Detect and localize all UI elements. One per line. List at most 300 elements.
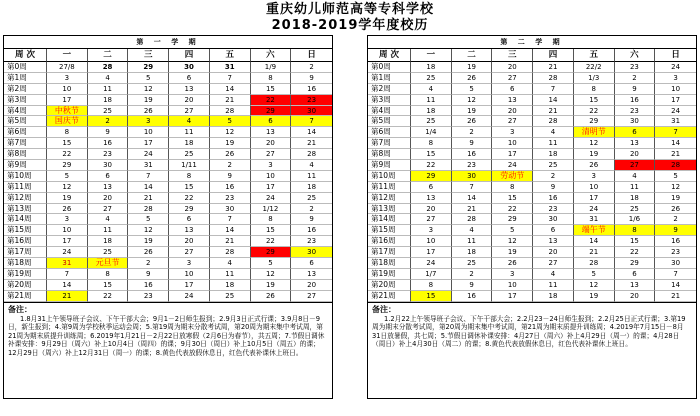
day-cell: 24 — [655, 62, 696, 73]
day-cell: 30 — [210, 204, 251, 215]
day-cell: 23 — [655, 247, 696, 258]
week-label: 第1周 — [4, 73, 47, 84]
day-cell: 23 — [88, 149, 129, 160]
day-cell: 27 — [411, 214, 452, 225]
day-cell: 8 — [492, 182, 533, 193]
day-cell: 21 — [210, 95, 251, 106]
week-column-header: 周 次 — [368, 49, 411, 62]
day-cell: 8 — [615, 225, 656, 236]
day-cell: 28 — [655, 160, 696, 171]
day-cell: 8 — [169, 171, 210, 182]
day-cell: 4 — [210, 258, 251, 269]
day-cell: 9 — [452, 138, 493, 149]
day-cell: 4 — [88, 214, 129, 225]
day-cell: 12 — [655, 182, 696, 193]
weekday-header: 二 — [88, 49, 129, 62]
day-cell: 13 — [251, 127, 292, 138]
day-cell: 29 — [251, 106, 292, 117]
day-cell: 5 — [128, 73, 169, 84]
day-cell: 16 — [533, 193, 574, 204]
day-cell: 25 — [411, 73, 452, 84]
day-cell: 21 — [655, 291, 696, 302]
day-cell: 8 — [251, 214, 292, 225]
notes-title: 备注： — [372, 304, 396, 314]
day-cell: 23 — [533, 204, 574, 215]
day-cell: 29 — [615, 258, 656, 269]
day-cell: 11 — [88, 225, 129, 236]
day-cell: 25 — [615, 204, 656, 215]
day-cell: 8 — [411, 138, 452, 149]
day-cell: 26 — [655, 204, 696, 215]
day-cell: 23 — [615, 62, 656, 73]
weekday-header: 日 — [655, 49, 696, 62]
week-label: 第14周 — [368, 214, 411, 225]
day-cell: 20 — [88, 193, 129, 204]
day-cell: 21 — [452, 204, 493, 215]
day-cell: 30 — [533, 214, 574, 225]
day-cell: 2 — [533, 171, 574, 182]
week-label: 第6周 — [368, 127, 411, 138]
day-cell: 9 — [452, 280, 493, 291]
week-label: 第11周 — [4, 182, 47, 193]
day-cell: 26 — [452, 73, 493, 84]
day-cell: 26 — [128, 106, 169, 117]
day-cell: 1/3 — [574, 73, 615, 84]
day-cell: 7 — [47, 269, 88, 280]
day-cell: 9 — [210, 171, 251, 182]
day-cell: 9 — [615, 84, 656, 95]
day-cell: 9 — [291, 73, 332, 84]
day-cell: 14 — [210, 84, 251, 95]
day-cell: 18 — [615, 193, 656, 204]
semester-2-grid — [368, 49, 696, 302]
day-cell: 31 — [128, 160, 169, 171]
day-cell: 24 — [492, 160, 533, 171]
week-label: 第18周 — [368, 258, 411, 269]
day-cell: 29 — [251, 247, 292, 258]
week-label: 第1周 — [368, 73, 411, 84]
day-cell: 29 — [411, 171, 452, 182]
week-label: 第7周 — [368, 138, 411, 149]
day-cell: 25 — [210, 291, 251, 302]
week-label: 第6周 — [4, 127, 47, 138]
day-cell: 6 — [533, 225, 574, 236]
week-label: 第14周 — [4, 214, 47, 225]
notes-text: 1.2月22上午领导班子会议、下午干部大会；2.2月23－24日师生报到；2.2月25日正式行课；3.第19周为期末分散考试周，第20周为期末集中考试周，第21周为期末质提升训练周；4.2019年7月15日－8月31日放暑假，共七周；5.节假日调休补课安排：4月27日（周六）补上4月29日（周一）的课；4月28日（周日）补上4月30日（周二）的课；8.黄色代表放假休息日，红色代表补课休上班日。 — [372, 314, 686, 349]
day-cell: 3 — [128, 116, 169, 127]
day-cell: 31 — [47, 258, 88, 269]
day-cell: 17 — [655, 95, 696, 106]
week-label: 第8周 — [4, 149, 47, 160]
day-cell: 27 — [533, 258, 574, 269]
calendar-title: 2018-2019学年度校历 — [271, 18, 429, 33]
day-cell: 22 — [251, 236, 292, 247]
day-cell: 19 — [47, 193, 88, 204]
day-cell: 3 — [47, 214, 88, 225]
day-cell: 19 — [574, 291, 615, 302]
day-cell: 31 — [210, 62, 251, 73]
day-cell: 17 — [251, 182, 292, 193]
day-cell: 9 — [88, 127, 129, 138]
day-cell: 16 — [210, 182, 251, 193]
week-label: 第8周 — [368, 149, 411, 160]
day-cell: 22 — [88, 291, 129, 302]
day-cell: 30 — [615, 116, 656, 127]
day-cell: 7 — [655, 269, 696, 280]
week-label: 第15周 — [4, 225, 47, 236]
day-cell: 17 — [47, 95, 88, 106]
day-cell: 18 — [88, 95, 129, 106]
day-cell: 28 — [533, 73, 574, 84]
day-cell: 23 — [128, 291, 169, 302]
day-cell: 15 — [88, 280, 129, 291]
day-cell: 5 — [47, 171, 88, 182]
day-cell: 2 — [210, 160, 251, 171]
week-label: 第16周 — [4, 236, 47, 247]
day-cell: 11 — [291, 171, 332, 182]
day-cell: 15 — [251, 84, 292, 95]
day-cell: 14 — [655, 280, 696, 291]
week-label: 第0周 — [4, 62, 47, 73]
day-cell: 15 — [615, 236, 656, 247]
day-cell: 18 — [411, 106, 452, 117]
day-cell: 6 — [291, 258, 332, 269]
day-cell: 9 — [655, 225, 696, 236]
day-cell: 18 — [210, 280, 251, 291]
week-label: 第2周 — [4, 84, 47, 95]
day-cell: 2 — [452, 269, 493, 280]
day-cell: 24 — [251, 193, 292, 204]
day-cell: 2 — [291, 204, 332, 215]
day-cell: 5 — [574, 269, 615, 280]
day-cell: 20 — [169, 236, 210, 247]
day-cell: 27 — [169, 106, 210, 117]
day-cell: 18 — [169, 138, 210, 149]
day-cell: 3 — [655, 73, 696, 84]
day-cell: 14 — [47, 280, 88, 291]
week-label: 第2周 — [368, 84, 411, 95]
day-cell: 20 — [533, 247, 574, 258]
day-cell: 11 — [210, 269, 251, 280]
day-cell: 4 — [291, 160, 332, 171]
day-cell: 18 — [533, 149, 574, 160]
day-cell: 7 — [128, 171, 169, 182]
day-cell: 24 — [47, 247, 88, 258]
day-cell: 19 — [210, 138, 251, 149]
weekday-header: 五 — [574, 49, 615, 62]
day-cell: 19 — [452, 62, 493, 73]
day-cell: 21 — [210, 236, 251, 247]
day-cell: 12 — [452, 95, 493, 106]
day-cell: 13 — [533, 236, 574, 247]
week-label: 第19周 — [368, 269, 411, 280]
day-cell: 16 — [452, 149, 493, 160]
day-cell: 3 — [492, 127, 533, 138]
day-cell: 2 — [128, 258, 169, 269]
day-cell: 1/7 — [411, 269, 452, 280]
day-cell: 8 — [88, 269, 129, 280]
day-cell: 31 — [655, 116, 696, 127]
day-cell: 24 — [574, 204, 615, 215]
day-cell: 30 — [291, 106, 332, 117]
day-cell: 6 — [88, 171, 129, 182]
day-cell: 7 — [533, 84, 574, 95]
week-label: 第5周 — [368, 116, 411, 127]
week-label: 第20周 — [368, 280, 411, 291]
day-cell: 2 — [452, 127, 493, 138]
day-cell: 11 — [88, 84, 129, 95]
day-cell: 26 — [452, 116, 493, 127]
day-cell: 6 — [169, 73, 210, 84]
weekday-header: 四 — [169, 49, 210, 62]
day-cell: 10 — [128, 127, 169, 138]
day-cell: 5 — [251, 258, 292, 269]
day-cell: 6 — [615, 269, 656, 280]
day-cell: 22/2 — [574, 62, 615, 73]
week-label: 第5周 — [4, 116, 47, 127]
day-cell: 15 — [411, 291, 452, 302]
day-cell: 5 — [452, 84, 493, 95]
day-cell: 3 — [574, 171, 615, 182]
day-cell: 30 — [291, 247, 332, 258]
day-cell: 8 — [574, 84, 615, 95]
day-cell: 11 — [411, 95, 452, 106]
day-cell: 10 — [655, 84, 696, 95]
day-cell: 22 — [47, 149, 88, 160]
day-cell: 10 — [169, 269, 210, 280]
day-cell: 14 — [655, 138, 696, 149]
day-cell: 17 — [411, 247, 452, 258]
day-cell: 16 — [452, 291, 493, 302]
day-cell: 22 — [615, 247, 656, 258]
day-cell: 28 — [452, 214, 493, 225]
day-cell: 3 — [492, 269, 533, 280]
day-cell: 10 — [492, 138, 533, 149]
day-cell: 6 — [411, 182, 452, 193]
day-cell: 27 — [169, 247, 210, 258]
day-cell: 28 — [210, 106, 251, 117]
semester-1-calendar — [3, 35, 333, 399]
day-cell: 27/8 — [47, 62, 88, 73]
week-label: 第10周 — [368, 171, 411, 182]
day-cell: 22 — [251, 95, 292, 106]
day-cell: 30 — [88, 160, 129, 171]
day-cell: 19 — [574, 149, 615, 160]
day-cell: 6 — [169, 214, 210, 225]
week-label: 第12周 — [368, 193, 411, 204]
day-cell: 10 — [47, 84, 88, 95]
day-cell: 15 — [411, 149, 452, 160]
day-cell: 6 — [492, 84, 533, 95]
day-cell: 19 — [452, 106, 493, 117]
day-cell: 2 — [615, 73, 656, 84]
day-cell: 13 — [291, 269, 332, 280]
day-cell: 21 — [47, 291, 88, 302]
day-cell: 26 — [492, 258, 533, 269]
day-cell: 26 — [128, 247, 169, 258]
week-label: 第12周 — [4, 193, 47, 204]
weekday-header: 三 — [128, 49, 169, 62]
day-cell: 5 — [655, 171, 696, 182]
day-cell: 13 — [615, 138, 656, 149]
day-cell: 26 — [574, 160, 615, 171]
day-cell: 14 — [128, 182, 169, 193]
day-cell: 12 — [492, 236, 533, 247]
day-cell: 8 — [411, 280, 452, 291]
day-cell: 29 — [128, 62, 169, 73]
day-cell: 13 — [169, 84, 210, 95]
day-cell: 清明节 — [574, 127, 615, 138]
day-cell: 18 — [533, 291, 574, 302]
week-label: 第13周 — [368, 204, 411, 215]
day-cell: 21 — [533, 62, 574, 73]
day-cell: 16 — [655, 236, 696, 247]
day-cell: 23 — [452, 160, 493, 171]
weekday-header: 日 — [291, 49, 332, 62]
day-cell: 23 — [615, 106, 656, 117]
week-label: 第9周 — [4, 160, 47, 171]
semester-2-notes — [368, 302, 696, 398]
day-cell: 11 — [615, 182, 656, 193]
day-cell: 28 — [533, 116, 574, 127]
week-label: 第11周 — [368, 182, 411, 193]
day-cell: 14 — [291, 127, 332, 138]
day-cell: 30 — [655, 258, 696, 269]
day-cell: 国庆节 — [47, 116, 88, 127]
day-cell: 20 — [291, 280, 332, 291]
day-cell: 16 — [615, 95, 656, 106]
day-cell: 25 — [88, 106, 129, 117]
notes-title: 备注： — [8, 304, 32, 314]
day-cell: 端午节 — [574, 225, 615, 236]
day-cell: 15 — [251, 225, 292, 236]
day-cell: 17 — [128, 138, 169, 149]
day-cell: 7 — [452, 182, 493, 193]
day-cell: 21 — [128, 193, 169, 204]
day-cell: 24 — [411, 258, 452, 269]
day-cell: 27 — [615, 160, 656, 171]
week-column-header: 周 次 — [4, 49, 47, 62]
day-cell: 30 — [169, 62, 210, 73]
day-cell: 19 — [128, 95, 169, 106]
week-label: 第4周 — [368, 106, 411, 117]
week-label: 第21周 — [4, 291, 47, 302]
day-cell: 18 — [291, 182, 332, 193]
day-cell: 12 — [128, 84, 169, 95]
day-cell: 28 — [210, 247, 251, 258]
day-cell: 19 — [128, 236, 169, 247]
day-cell: 21 — [533, 106, 574, 117]
day-cell: 8 — [47, 127, 88, 138]
day-cell: 17 — [574, 193, 615, 204]
day-cell: 11 — [452, 236, 493, 247]
day-cell: 19 — [251, 280, 292, 291]
day-cell: 14 — [210, 225, 251, 236]
day-cell: 7 — [291, 116, 332, 127]
day-cell: 20 — [492, 106, 533, 117]
day-cell: 15 — [574, 95, 615, 106]
day-cell: 16 — [291, 225, 332, 236]
day-cell: 3 — [47, 73, 88, 84]
day-cell: 22 — [411, 160, 452, 171]
day-cell: 14 — [533, 95, 574, 106]
day-cell: 23 — [291, 236, 332, 247]
day-cell: 10 — [574, 182, 615, 193]
day-cell: 28 — [88, 62, 129, 73]
day-cell: 24 — [128, 149, 169, 160]
day-cell: 5 — [210, 116, 251, 127]
day-cell: 20 — [411, 204, 452, 215]
day-cell: 4 — [533, 127, 574, 138]
day-cell: 21 — [655, 149, 696, 160]
day-cell: 27 — [492, 73, 533, 84]
day-cell: 23 — [291, 95, 332, 106]
day-cell: 25 — [533, 160, 574, 171]
day-cell: 30 — [452, 171, 493, 182]
day-cell: 7 — [655, 127, 696, 138]
day-cell: 21 — [291, 138, 332, 149]
week-label: 第10周 — [4, 171, 47, 182]
week-label: 第4周 — [4, 106, 47, 117]
semester-2-calendar — [367, 35, 697, 399]
day-cell: 24 — [655, 106, 696, 117]
day-cell: 28 — [128, 204, 169, 215]
day-cell: 27 — [251, 149, 292, 160]
day-cell: 元旦节 — [88, 258, 129, 269]
day-cell: 5 — [492, 225, 533, 236]
day-cell: 7 — [210, 73, 251, 84]
day-cell: 3 — [169, 258, 210, 269]
week-label: 第19周 — [4, 269, 47, 280]
day-cell: 6 — [251, 116, 292, 127]
day-cell: 18 — [88, 236, 129, 247]
day-cell: 18 — [411, 62, 452, 73]
day-cell: 5 — [128, 214, 169, 225]
day-cell: 12 — [574, 280, 615, 291]
day-cell: 3 — [411, 225, 452, 236]
day-cell: 31 — [574, 214, 615, 225]
day-cell: 11 — [533, 138, 574, 149]
day-cell: 13 — [169, 225, 210, 236]
day-cell: 25 — [452, 258, 493, 269]
day-cell: 19 — [655, 193, 696, 204]
week-label: 第0周 — [368, 62, 411, 73]
day-cell: 1/6 — [615, 214, 656, 225]
day-cell: 4 — [88, 73, 129, 84]
week-label: 第13周 — [4, 204, 47, 215]
week-label: 第15周 — [368, 225, 411, 236]
weekday-header: 一 — [47, 49, 88, 62]
day-cell: 27 — [88, 204, 129, 215]
day-cell: 18 — [452, 247, 493, 258]
day-cell: 4 — [615, 171, 656, 182]
day-cell: 9 — [533, 182, 574, 193]
day-cell: 12 — [251, 269, 292, 280]
day-cell: 14 — [452, 193, 493, 204]
semester-1-label: 第 一 学 期 — [4, 36, 332, 49]
day-cell: 10 — [492, 280, 533, 291]
day-cell: 12 — [47, 182, 88, 193]
day-cell: 11 — [169, 127, 210, 138]
week-label: 第3周 — [368, 95, 411, 106]
day-cell: 9 — [128, 269, 169, 280]
day-cell: 16 — [291, 84, 332, 95]
day-cell: 1/4 — [411, 127, 452, 138]
day-cell: 13 — [615, 280, 656, 291]
notes-text: 1.8月31上午领导班子会议、下午干部大会；9月1－2日师生报到；2.9月3日正式行课；3.9月8日－9日，新生报到；4.第9周为学校秋季运动会周；5.第19周为期末分散考试周，第20周为期末集中考试周，第21周为期末质提升训练周；6.2019年1月21日－2月22日放寒假（2月6日为春节），共五周；7.节假日调休补课安排：9月29日（周六）补上10月4日（周四）的课；9月30日（周日）补上10月5日（周五）的课；12月29日（周六）补上12月31日（周一）的课；8.黄色代表放假休息日，红色代表补课休上班日。 — [8, 314, 325, 357]
day-cell: 26 — [251, 291, 292, 302]
day-cell: 13 — [492, 95, 533, 106]
